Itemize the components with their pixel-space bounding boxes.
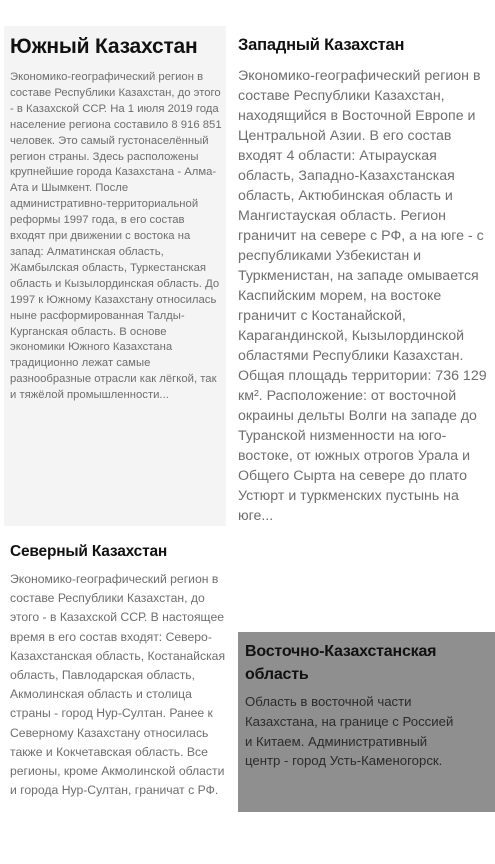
region-card-south [4, 26, 226, 526]
region-card-title: Северный Казахстан [10, 543, 168, 560]
region-card-title: Южный Казахстан [10, 35, 198, 58]
region-card-north [4, 536, 230, 864]
region-card-description: Экономико-географический регион в составе Республики Казахстан, находящийся в Восточной Европе и Центральной Азии. В его состав входят 4 области: Атырауская область, Западно-Казахстанская область, Актюбинская область и Мангистауская область. Регион граничит на севере с РФ, а на юге - с республиками Узбекистан и Туркменистан, на западе омывается Каспийским морем, на востоке граничит с Костанайской, Карагандинской, Кызылординской областями Республики Казахстан. Общая площадь территории: 736 129 км². Расположение: от восточной окраины дельты Волги на западе до Туранской низменности на юго-востоке, от южных отрогов Урала и Общего Сырта на севере до плато Устюрт и туркменских пустынь на юге... [238, 68, 487, 524]
region-card-description: Экономико-географический регион в составе Республики Казахстан, до этого - в Казахской ССР. В настоящее время в его состав входят: Северо-Казахстанская область, Костанайская область, Павлодарская область, Акмолинская область и столица страны - город Нур-Султан. Ранее к Северному Казахстану относилась также и Кокчетавская область. Все регионы, кроме Акмолинской области и города Нур-Султан, граничат с РФ. [10, 572, 226, 798]
region-card-east [238, 632, 495, 812]
region-card-description: Область в восточной части Казахстана, на границе с Россией и Китаем. Административный центр - город Усть-Каменогорск. [245, 694, 454, 769]
region-card-description: Экономико-географический регион в составе Республики Казахстан, до этого - в Казахской ССР. На 1 июля 2019 года население региона составило 8 916 851 человек. Это самый густонаселённый регион страны. Здесь расположены крупнейшие города Казахстана - Алма-Ата и Шымкент. После административно-территориальной реформы 1997 года, в его состав входят при движении с востока на запад: Алматинская область, Жамбылская область, Туркестанская область и Кызылординская область. До 1997 к Южному Казахстану относилась ныне расформированная Талды-Курганская область. В основе экономики Южного Казахстана традиционно лежат самые разнообразные отрасли как лёгкой, так и тяжёлой промышленности... [10, 71, 222, 402]
region-card-title: Восточно-Казахстанская область [245, 643, 437, 683]
region-card-west [235, 26, 495, 626]
region-card-title: Западный Казахстан [238, 36, 405, 54]
